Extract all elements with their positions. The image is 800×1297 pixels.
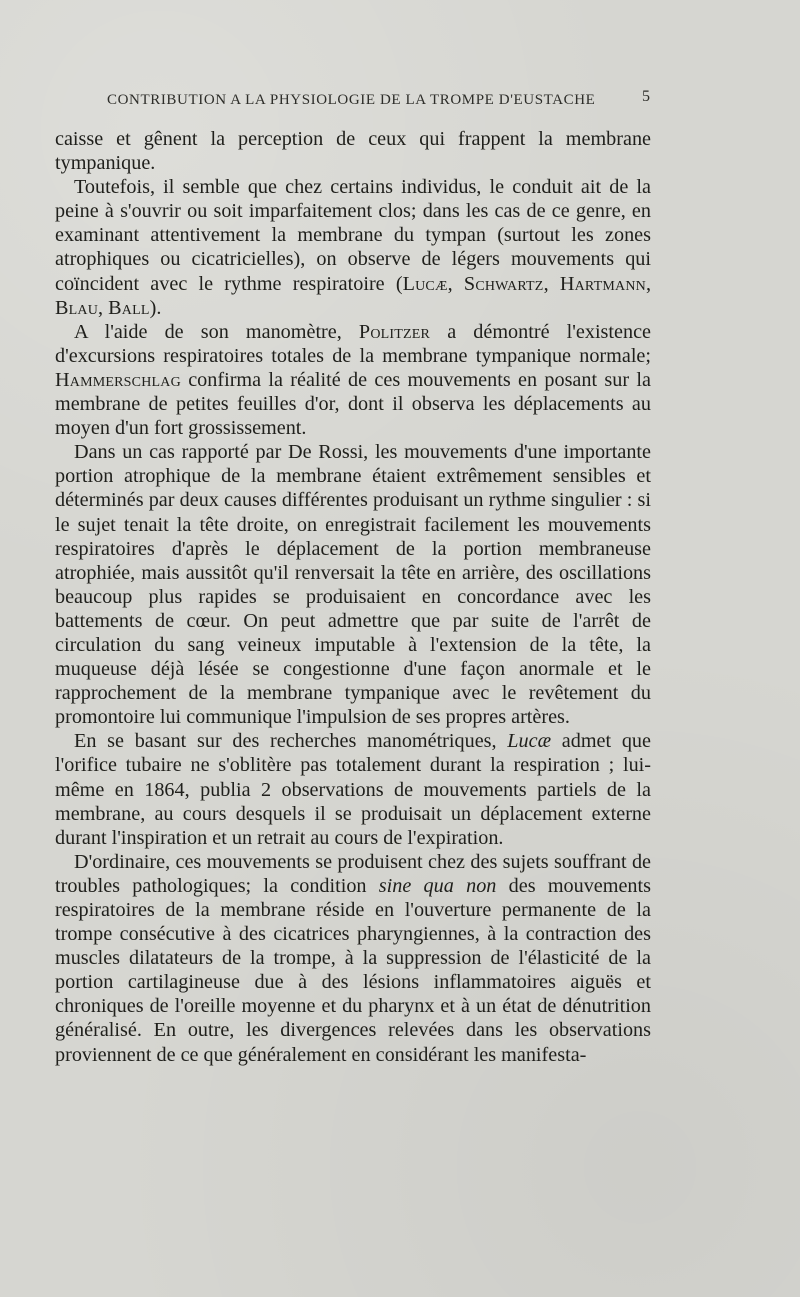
latin-phrase: sine qua non <box>378 874 497 897</box>
paragraph-1-text: caisse et gênent la perception de ceux qui frappent la membrane tympanique. <box>55 128 651 175</box>
author-name-politzer: Politzer <box>358 320 431 343</box>
paragraph-1 <box>55 127 651 175</box>
paragraph-4-text: Dans un cas rapporté par De Rossi, les mouvements d'une importante portion atrophique de la membrane étaient extrêmement sensibles et déterminés par deux causes différentes produisant un rythme singulier : si le sujet tenait la tête droite, on enregistrait facilement les mouvements respiratoires d'après le déplacement de la portion membraneuse atrophiée, mais aussitôt qu'il renversait la tête en arrière, des oscillations beaucoup plus rapides se produisaient en concordance avec les battements de cœur. On peut admettre que par suite de l'arrêt de circulation du sang veineux imputable à l'extension de la tête, la muqueuse déjà lésée se congestionne d'une façon anormale et le rapprochement de la membrane tympanique avec le revêtement du promontoire lui communique l'impulsion de ses propres artères. <box>55 441 651 729</box>
paragraph-3-text-2: a démontré l'existence d'excursions respiratoires totales de la membrane tympanique normale; <box>55 320 651 367</box>
paragraph-2-separator-4: , <box>98 296 109 319</box>
author-name-blau: Blau <box>55 296 99 319</box>
paragraph-5-text-1: En se basant sur des recherches manométriques, <box>74 730 508 753</box>
paragraph-3-text-3: confirma la réalité de ces mouvements en posant sur la membrane de petites feuilles d'or, dont il observa les déplacements au moyen d'un fort grossissement. <box>55 368 651 440</box>
paragraph-3-text-1: A l'aide de son manomètre, <box>74 320 359 343</box>
paragraph-2-text-1: Toutefois, il semble que chez certains individus, le conduit ait de la peine à s'ouvrir ou soit imparfaitement clos; dans les cas de ce genre, en examinant attentivement la membrane du tympan (surtout les zones atrophiques ou cicatricielles), on observe de légers mouvements qui coïncident avec le rythme respiratoire ( <box>55 176 651 295</box>
paragraph-2-text-2: ). <box>149 296 162 319</box>
author-name-ball: Ball <box>108 296 150 319</box>
paragraph-5 <box>55 729 651 849</box>
author-name-hartmann: Hartmann <box>559 272 646 295</box>
paragraph-6-text-2: des mouvements respiratoires de la membrane réside en l'ouverture permanente de la trompe consécutive à des cicatrices pharyngiennes, à la contraction des muscles dilatateurs de la trompe, à la suppression de l'élasticité de la portion cartilagineuse due à des lésions inflammatoires aiguës et chroniques de l'oreille moyenne et du pharynx et à un état de dénutrition généralisé. En outre, les divergences relevées dans les observations proviennent de ce que généralement en considérant les manifesta- <box>55 874 651 1066</box>
paragraph-5-text-2: admet que l'orifice tubaire ne s'oblitère pas totalement durant la respiration ; lui-même en 1864, publia 2 observations de mouvements partiels de la membrane, au cours desquels il se produisait un déplacement externe durant l'inspiration et un retrait au cours de l'expiration. <box>55 730 651 849</box>
paragraph-2 <box>55 175 651 320</box>
page-number: 5 <box>642 88 650 105</box>
running-head: CONTRIBUTION A LA PHYSIOLOGIE DE LA TROMPE D'EUSTACHE <box>107 92 596 108</box>
paragraph-6 <box>55 850 651 1067</box>
author-name-hammerschlag: Hammerschlag <box>55 368 181 391</box>
paragraph-6-text-1: D'ordinaire, ces mouvements se produisent chez des sujets souffrant de troubles pathologiques; la condition <box>55 850 651 897</box>
paragraph-2-separator-2: , <box>543 272 560 295</box>
author-name-lucae: Lucæ <box>402 272 448 295</box>
paragraph-3 <box>55 320 651 440</box>
paragraph-2-separator-3: , <box>645 272 652 295</box>
paragraph-2-separator-1: , <box>447 272 464 295</box>
body-text <box>55 127 651 1067</box>
paragraph-4 <box>55 440 651 729</box>
author-name-schwartz: Schwartz <box>463 272 544 295</box>
author-name-lucae-italic: Lucæ <box>507 730 552 753</box>
